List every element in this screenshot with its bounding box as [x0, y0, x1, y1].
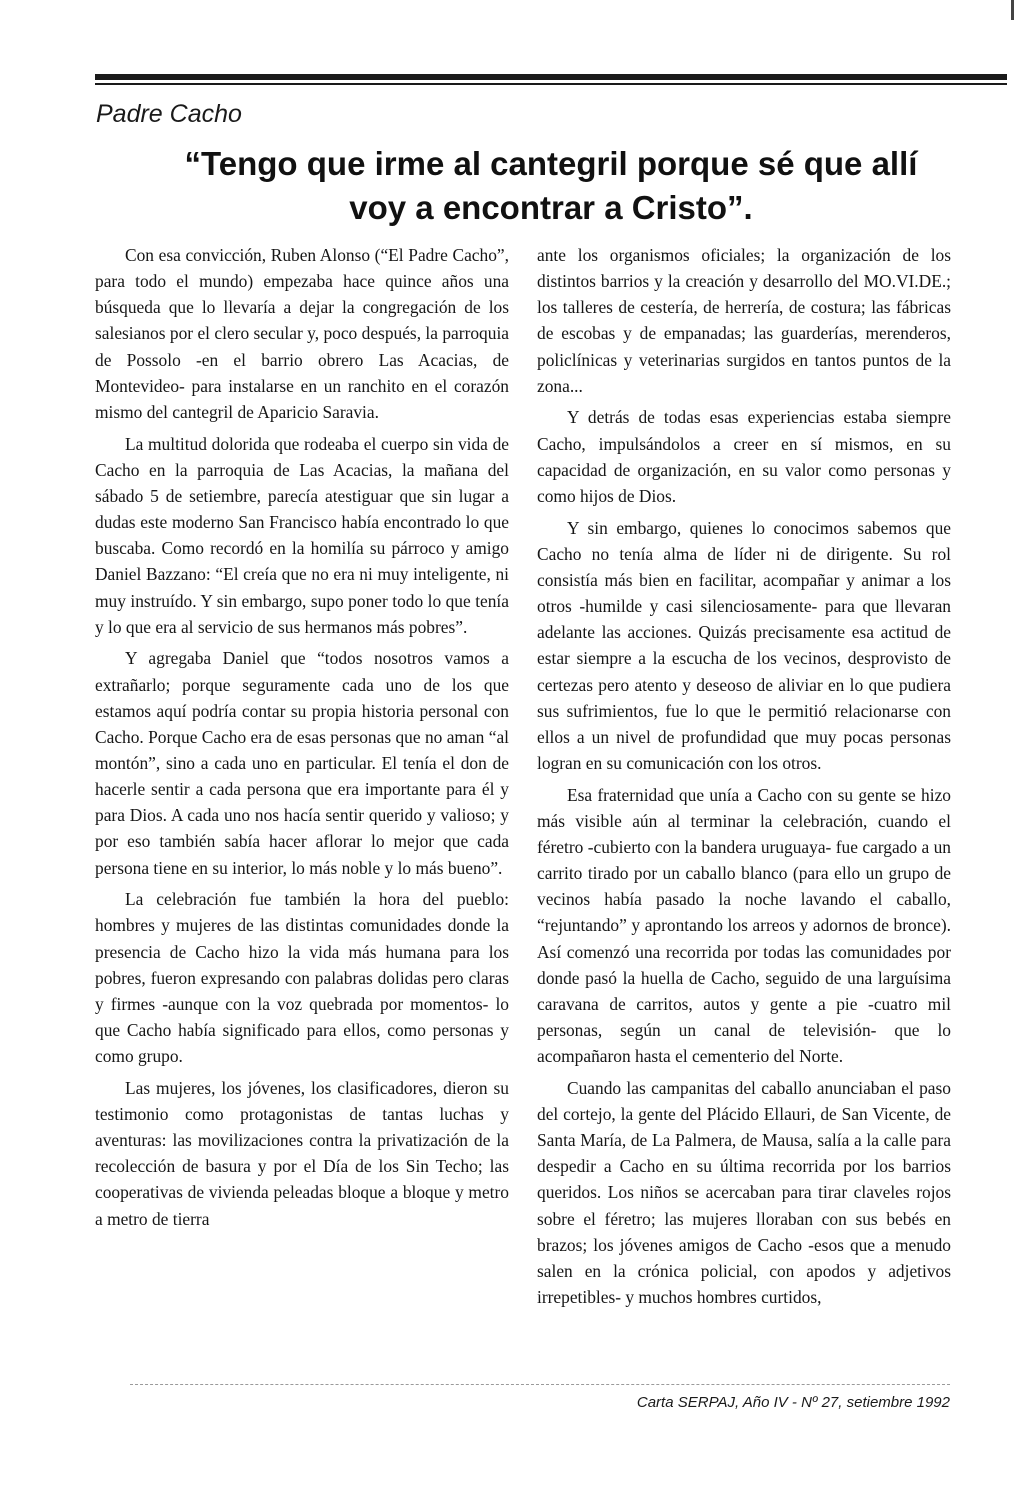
- paragraph: La celebración fue también la hora del pueblo: hombres y mujeres de las distintas comunidades donde la presencia de Cacho hizo la vida más humana para los pobres, fueron expresando con palabras dolidas pero claras y firmes -aunque con la voz quebrada por momentos- lo que Cacho había significado para ellos, como personas y como grupo.: [95, 889, 509, 1067]
- section-label: Padre Cacho: [96, 100, 242, 128]
- header-rule-thick: [95, 74, 1007, 80]
- paragraph: Y detrás de todas esas experiencias estaba siempre Cacho, impulsándolos a creer en sí mismos, en su capacidad de organización, en su valor como personas y como hijos de Dios.: [537, 407, 951, 506]
- paragraph: La multitud dolorida que rodeaba el cuerpo sin vida de Cacho en la parroquia de Las Acacias, la mañana del sábado 5 de setiembre, parecía atestiguar que sin lugar a dudas este moderno San Francisco había encontrado lo que buscaba. Como recordó en la homilía su párroco y amigo Daniel Bazzano: “El creía que no era ni muy inteligente, ni muy instruído. Y sin embargo, supo poner todo lo que tenía y lo que era al servicio de sus hermanos más pobres”.: [95, 433, 509, 637]
- header-rule-thin: [95, 83, 1007, 85]
- article-headline: [95, 142, 1007, 230]
- paragraph: Cuando las campanitas del caballo anunciaban el paso del cortejo, la gente del Plácido Ellauri, de San Vicente, de Santa María, de La Palmera, de Mausa, salía a la calle para despedir a Cacho en su última recorrida por los barrios queridos. Los niños se acercaban para tirar claveles rojos sobre el féretro; las mujeres lloraban con sus bebés en brazos; los jóvenes amigos de Cacho -esos que a menudo salen en la crónica policial, con apodos y adjetivos irrepetibles- y muchos hombres curtidos,: [537, 1077, 951, 1308]
- paragraph-continuation: ante los organismos oficiales; la organización de los distintos barrios y la creación y desarrollo del MO.VI.DE.; los talleres de cestería, de herrería, de costura; las fábricas de escobas y de empanadas; las guarderías, merenderos, policlínicas y veterinarias surgidos en tantos puntos de la zona...: [537, 245, 951, 396]
- headline-line-1: “Tengo que irme al cantegril porque sé que allí: [184, 145, 918, 182]
- paragraph: Con esa convicción, Ruben Alonso (“El Padre Cacho”, para todo el mundo) empezaba hace quince años una búsqueda que lo llevaría a dejar la congregación de los salesianos por el clero secular y, poco después, la parroquia de Possolo -en el barrio obrero Las Acacias, de Montevideo- para instalarse en un ranchito en el corazón mismo del cantegril de Aparicio Saravia.: [95, 245, 509, 422]
- paragraph: Las mujeres, los jóvenes, los clasificadores, dieron su testimonio como protagonistas de tantas luchas y aventuras: las movilizaciones contra la privatización de la recolección de basura y por el Día de los Sin Techo; las cooperativas de vivienda peleadas bloque a bloque y metro a metro de tierra: [95, 1077, 509, 1229]
- footer-rule: [130, 1384, 950, 1385]
- paragraph: Y sin embargo, quienes lo conocimos sabemos que Cacho no tenía alma de líder ni de dirigente. Su rol consistía más bien en facilitar, acompañar y animar a los otros -humilde y casi silenciosamente- para que llevaran adelante las acciones. Quizás precisamente esa actitud de estar siempre a la escucha de los vecinos, desprovisto de certezas pero atento y deseoso de aliviar en lo que pudiera sus sufrimientos, fue lo que le permitió relacionarse con ellos a un nivel de profundidad que muy pocas personas logran en su comunicación con los otros.: [537, 517, 951, 773]
- left-column: [95, 242, 509, 1237]
- right-column: [537, 242, 951, 1316]
- headline-line-2: voy a encontrar a Cristo”.: [349, 189, 753, 226]
- paragraph: Esa fraternidad que unía a Cacho con su gente se hizo más visible aún al terminar la celebración, cuando el féretro -cubierto con la bandera uruguaya- fue cargado a un carrito tirado por un caballo blanco (para ello un grupo de vecinos había pasado la noche lavando el caballo, “rejuntando” y aprontando los arreos y adornos de bronce). Así comenzó una recorrida por todas las comunidades por donde pasó la huella de Cacho, seguido de una larguísima caravana de carritos, autos y gente a pie -cuatro mil personas, según un canal de televisión- que lo acompañaron hasta el cementerio del Norte.: [537, 784, 951, 1067]
- paragraph: Y agregaba Daniel que “todos nosotros vamos a extrañarlo; porque seguramente cada uno de los que estamos aquí podría contar su propia historia personal con Cacho. Porque Cacho era de esas personas que no aman “al montón”, sino a cada uno en particular. El tenía el don de hacerle sentir a cada persona que era importante para él y para Dios. A cada uno nos hacía sentir querido y valioso; y por eso también sabía hacer aflorar lo mejor que cada persona tiene en su interior, lo más noble y lo más bueno”.: [95, 648, 509, 878]
- footer-citation: Carta SERPAJ, Año IV - Nº 27, setiembre 1992: [636, 1394, 950, 1411]
